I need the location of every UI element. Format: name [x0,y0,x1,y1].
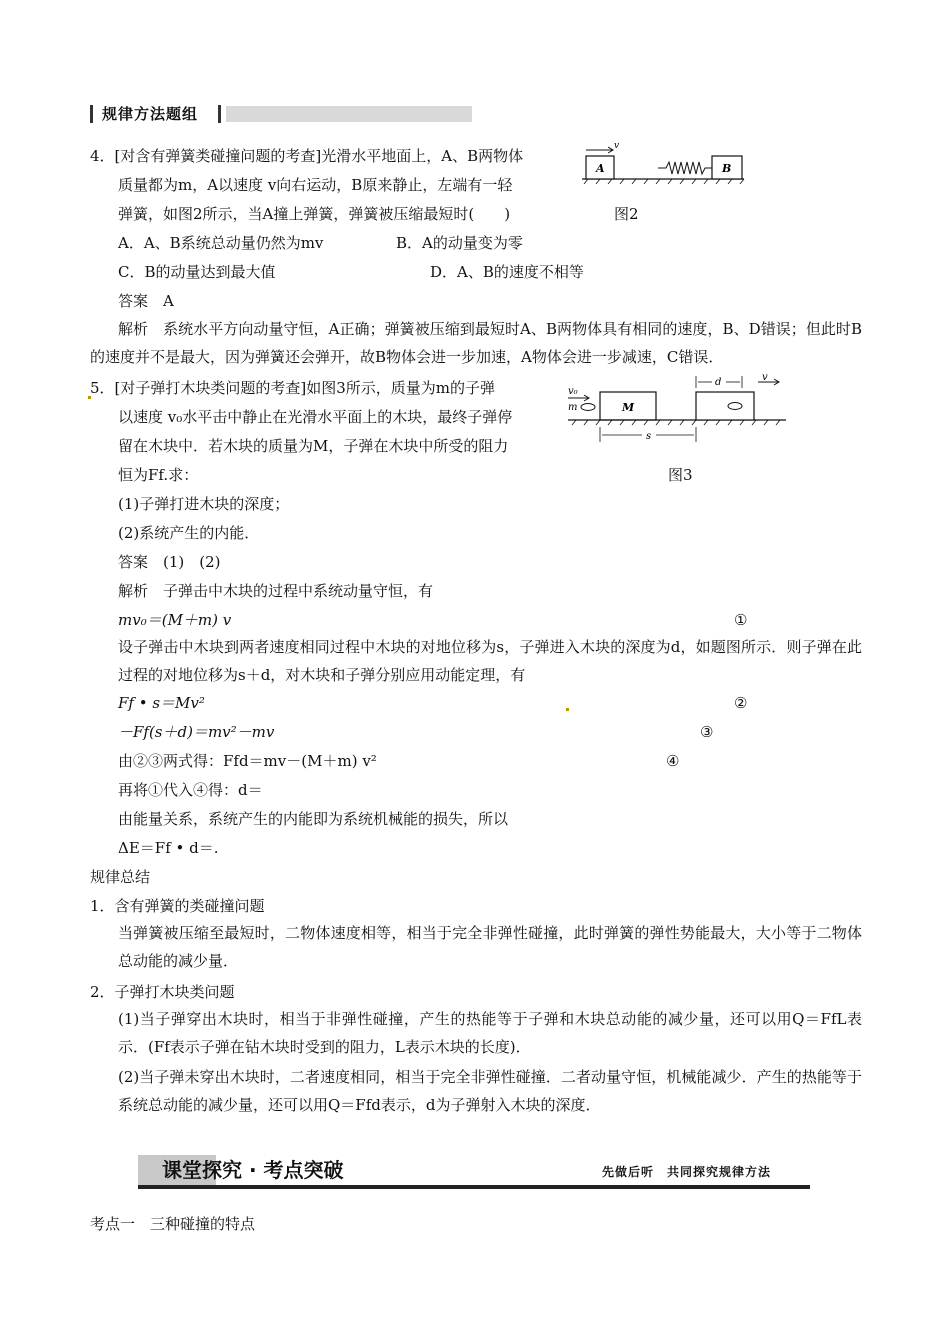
block-a-label: A [596,162,605,175]
block-b-label: B [722,162,732,175]
eq2-number: ② [734,694,748,712]
banner-underline [138,1185,810,1189]
q5-line4: 恒为Ff.求： [118,466,199,484]
eq3: －Ff(s＋d)＝mv²－mv [118,723,275,741]
q5-sub1: (1)子弹打进木块的深度； [118,495,290,513]
q5-line1: 5．[对子弹打木块类问题的考查]如图3所示，质量为m的子弹 [90,379,496,397]
velocity-label: v [614,141,620,151]
fig3-s-label: s [646,431,652,442]
fig3-m-label: m [568,402,578,413]
eq4: 由②③两式得：Ffd＝mv－(M＋m) v² [118,752,377,770]
q5-line2: 以速度 v₀水平击中静止在光滑水平面上的木块，最终子弹停 [118,408,513,426]
block-m-label: M [622,401,635,414]
q4-analysis: 解析 系统水平方向动量守恒，A正确；弹簧被压缩到最短时A、B两物体具有相同的速度，B、D错误；但此时B的速度并不是最大，因为弹簧还会弹开，故B物体会进一步加速，A物体会进一步减速，C错误． [90,320,862,366]
q4-line1: 4．[对含有弹簧类碰撞问题的考查]光滑水平地面上，A、B两物体 [90,147,524,165]
q5-fig-caption: 图3 [668,466,693,484]
summary-item2-title: 2．子弹打木块类问题 [90,983,235,1001]
eq2: Ff • s＝Mv² [118,694,205,712]
figure-2 [578,138,748,186]
q4-option-c: C．B的动量达到最大值 [118,263,276,281]
eq1-number: ① [734,611,748,629]
q5-answer: 答案 (1) (2) [118,553,221,571]
ground-hatch [584,179,744,184]
fig3-v0-label: v₀ [568,386,578,397]
summary-item1-text: 当弹簧被压缩至最短时，二物体速度相等，相当于完全非弹性碰撞，此时弹簧的弹性势能最大，大小等于二物体总动能的减少量． [118,924,862,970]
summary-item2-text1: (1)当子弹穿出木块时，相当于非弹性碰撞，产生的热能等于子弹和木块总动能的减少量，还可以用Q＝FfL表示．(Ff表示子弹在钻木块时受到的阻力，L表示木块的长度)． [118,1010,862,1056]
section-header [90,104,472,124]
q4-line3: 弹簧，如图2所示，当A撞上弹簧，弹簧被压缩最短时( ) [118,205,511,223]
q5-sub2: (2)系统产生的内能． [118,524,260,542]
header-right-bar [218,105,221,123]
summary-title: 规律总结 [90,868,151,886]
summary-item2-text2: (2)当子弹未穿出木块时，二者速度相同，相当于完全非弹性碰撞．二者动量守恒，机械能减少．产生的热能等于系统总动能的减少量，还可以用Q＝Ffd表示，d为子弹射入木块的深度． [118,1068,862,1114]
header-grey-band [226,106,472,122]
bullet [581,404,595,411]
eq6: ΔE＝Ff • d＝. [118,839,219,857]
q4-option-a: A．A、B系统总动量仍然为mv [118,234,324,252]
fig3-d-label: d [715,377,722,388]
stray-dot-2 [566,708,569,711]
q5-paragraph: 设子弹击中木块到两者速度相同过程中木块的对地位移为s，子弹进入木块的深度为d，如题图所示．则子弹在此过程的对地位移为s＋d，对木块和子弹分别应用动能定理，有 [118,638,862,684]
section-title: 规律方法题组 [102,105,199,123]
block-m-final [696,392,754,420]
figure-3 [564,372,790,450]
spring [658,162,712,174]
banner-subtitle: 先做后听 共同探究规律方法 [602,1165,772,1179]
q4-option-b: B．A的动量变为零 [396,234,523,252]
q4-option-d: D．A、B的速度不相等 [430,263,584,281]
section-banner [138,1155,810,1189]
q5-line3: 留在木块中．若木块的质量为M，子弹在木块中所受的阻力 [118,437,509,455]
eq1: mv₀＝(M＋m) v [118,611,232,629]
eq3-number: ③ [700,723,714,741]
q4-answer: 答案 A [118,292,174,310]
header-left-bar [90,105,93,123]
banner-title: 课堂探究 · 考点突破 [162,1158,344,1182]
fig3-v-label: v [762,372,768,383]
q4-line2: 质量都为m，A以速度 v向右运动，B原来静止，左端有一轻 [118,176,513,194]
q4-fig-caption: 图2 [614,205,639,223]
fig3-ground-hatch [572,420,780,425]
eq4-number: ④ [666,752,680,770]
bullet-embedded [728,403,742,410]
kaodian-heading: 考点一 三种碰撞的特点 [90,1215,256,1233]
eq5: 再将①代入④得：d＝ [118,781,263,799]
summary-item1-title: 1．含有弹簧的类碰撞问题 [90,897,265,915]
q5-analysis-intro: 解析 子弹击中木块的过程中系统动量守恒，有 [118,582,434,600]
q5-energy-intro: 由能量关系，系统产生的内能即为系统机械能的损失，所以 [118,810,509,828]
